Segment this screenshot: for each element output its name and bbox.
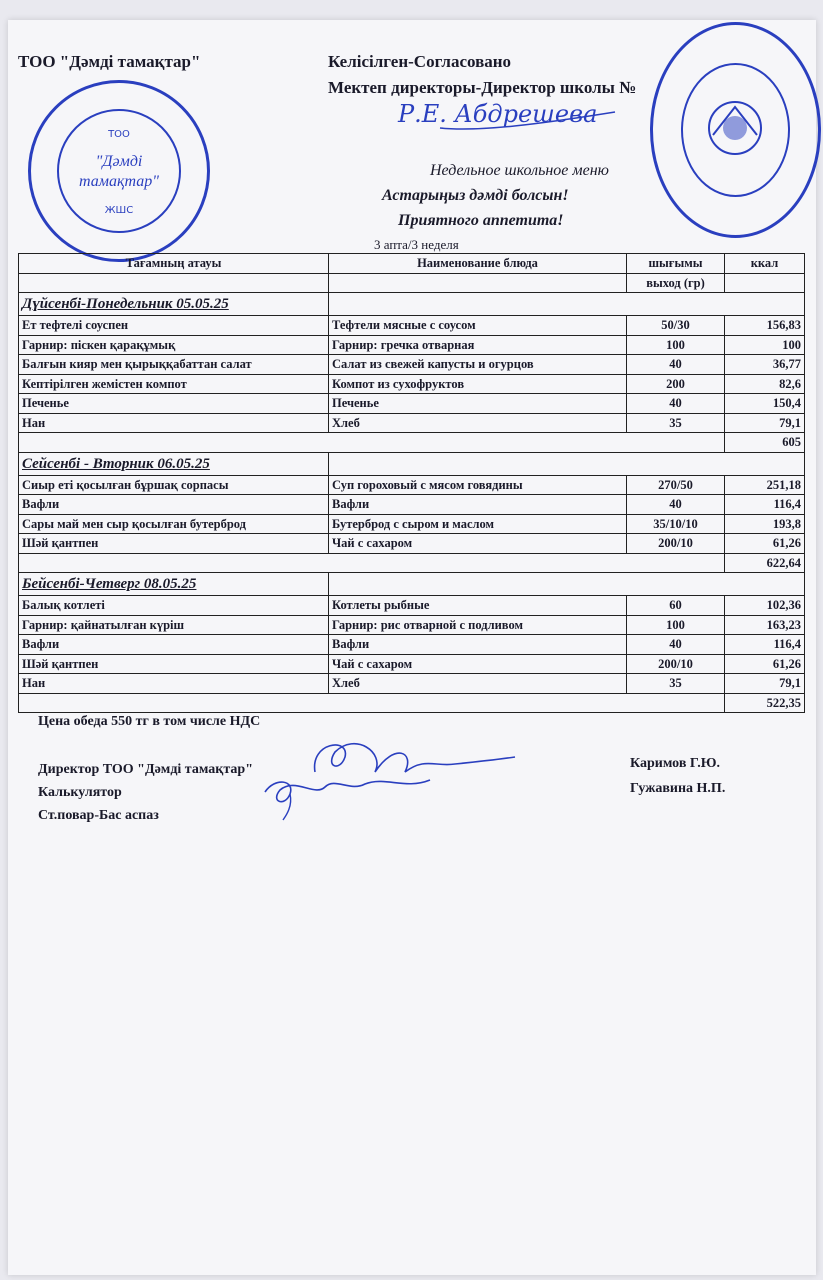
subheader-empty xyxy=(19,273,329,293)
dish-name-kz: Гарнир: қайнатылған күріш xyxy=(19,615,329,635)
dish-name-ru: Бутерброд с сыром и маслом xyxy=(329,514,627,534)
dish-output: 35/10/10 xyxy=(627,514,725,534)
subheader-empty xyxy=(725,273,805,293)
greeting-ru: Приятного аппетита! xyxy=(398,212,564,229)
col-header-kcal: ккал xyxy=(725,254,805,274)
company-stamp xyxy=(28,80,210,262)
dish-name-ru: Хлеб xyxy=(329,413,627,433)
dish-name-kz: Ет тефтелі соуспен xyxy=(19,316,329,336)
day-total-row xyxy=(19,693,805,713)
dish-output: 100 xyxy=(627,615,725,635)
dish-name-kz: Балғын кияр мен қырыққабаттан салат xyxy=(19,355,329,375)
day-total-kcal: 522,35 xyxy=(725,693,805,713)
dish-kcal: 116,4 xyxy=(725,495,805,515)
total-blank xyxy=(19,553,725,573)
table-header-row xyxy=(19,254,805,274)
menu-table xyxy=(18,253,805,713)
table-row xyxy=(19,596,805,616)
col-subheader-output: выход (гр) xyxy=(627,273,725,293)
day-header-blank xyxy=(329,293,805,316)
dish-kcal: 102,36 xyxy=(725,596,805,616)
dish-kcal: 150,4 xyxy=(725,394,805,414)
dish-name-ru: Суп гороховый с мясом говядины xyxy=(329,475,627,495)
dish-name-kz: Сары май мен сыр қосылған бутерброд xyxy=(19,514,329,534)
menu-title: Недельное школьное меню xyxy=(430,162,609,179)
dish-kcal: 251,18 xyxy=(725,475,805,495)
table-row xyxy=(19,316,805,336)
dish-kcal: 193,8 xyxy=(725,514,805,534)
subheader-empty xyxy=(329,273,627,293)
dish-name-ru: Компот из сухофруктов xyxy=(329,374,627,394)
day-header-row xyxy=(19,573,805,596)
total-blank xyxy=(19,433,725,453)
greeting-kz: Астарыңыз дәмді болсын! xyxy=(382,187,569,204)
day-name: Сейсенбі - Вторник 06.05.25 xyxy=(22,455,210,472)
dish-name-kz: Вафли xyxy=(19,635,329,655)
table-row xyxy=(19,374,805,394)
dish-name-ru: Гарнир: гречка отварная xyxy=(329,335,627,355)
director-name: Каримов Г.Ю. xyxy=(630,756,720,771)
signature-underline xyxy=(440,104,620,134)
dish-name-ru: Чай с сахаром xyxy=(329,534,627,554)
director-title: Директор ТОО "Дәмді тамақтар" xyxy=(38,762,253,777)
dish-name-ru: Вафли xyxy=(329,635,627,655)
dish-output: 200 xyxy=(627,374,725,394)
col-header-output: шығымы xyxy=(627,254,725,274)
company-name: ТОО "Дәмді тамақтар" xyxy=(18,52,201,71)
dish-output: 40 xyxy=(627,355,725,375)
dish-output: 40 xyxy=(627,635,725,655)
dish-kcal: 61,26 xyxy=(725,534,805,554)
dish-name-kz: Гарнир: піскен қарақұмық xyxy=(19,335,329,355)
dish-kcal: 163,23 xyxy=(725,615,805,635)
stamp-name-2: тамақтар" xyxy=(79,173,159,190)
director-signature xyxy=(255,732,525,822)
calculator-name: Гужавина Н.П. xyxy=(630,781,726,796)
dish-kcal: 36,77 xyxy=(725,355,805,375)
dish-output: 100 xyxy=(627,335,725,355)
table-row xyxy=(19,615,805,635)
calculator-title: Калькулятор xyxy=(38,785,122,800)
dish-output: 40 xyxy=(627,495,725,515)
col-header-ru: Наименование блюда xyxy=(329,254,627,274)
dish-name-ru: Гарнир: рис отварной с подливом xyxy=(329,615,627,635)
total-blank xyxy=(19,693,725,713)
dish-output: 40 xyxy=(627,394,725,414)
table-row xyxy=(19,674,805,694)
dish-name-kz: Шәй қантпен xyxy=(19,534,329,554)
dish-kcal: 61,26 xyxy=(725,654,805,674)
dish-output: 35 xyxy=(627,674,725,694)
dish-name-ru: Вафли xyxy=(329,495,627,515)
dish-output: 35 xyxy=(627,413,725,433)
dish-kcal: 116,4 xyxy=(725,635,805,655)
day-name: Бейсенбі-Четверг 08.05.25 xyxy=(22,576,197,592)
dish-output: 270/50 xyxy=(627,475,725,495)
day-name-cell xyxy=(19,293,329,316)
dish-output: 50/30 xyxy=(627,316,725,336)
day-total-row xyxy=(19,553,805,573)
day-name: Дүйсенбі-Понедельник 05.05.25 xyxy=(22,296,229,312)
dish-output: 60 xyxy=(627,596,725,616)
table-subheader-row xyxy=(19,273,805,293)
table-row xyxy=(19,394,805,414)
director-handwritten-signature: Р.Е. Абдрешева xyxy=(398,100,598,128)
approved-label: Келісілген-Согласовано xyxy=(328,52,512,71)
school-stamp xyxy=(650,22,821,238)
dish-name-kz: Шәй қантпен xyxy=(19,654,329,674)
lunch-price: Цена обеда 550 тг в том числе НДС xyxy=(38,714,261,729)
dish-kcal: 79,1 xyxy=(725,674,805,694)
day-name-cell xyxy=(19,573,329,596)
week-label: 3 апта/3 неделя xyxy=(374,237,459,252)
dish-name-kz: Нан xyxy=(19,674,329,694)
dish-name-kz: Нан xyxy=(19,413,329,433)
dish-name-kz: Вафли xyxy=(19,495,329,515)
stamp-top-text: ТОО xyxy=(108,129,130,140)
day-header-blank xyxy=(329,573,805,596)
day-header-row xyxy=(19,293,805,316)
table-row xyxy=(19,413,805,433)
dish-kcal: 100 xyxy=(725,335,805,355)
dish-output: 200/10 xyxy=(627,654,725,674)
day-header-blank xyxy=(329,452,805,475)
dish-name-kz: Сиыр еті қосылған бұршақ сорпасы xyxy=(19,475,329,495)
emblem-icon xyxy=(705,95,765,161)
table-row xyxy=(19,534,805,554)
day-total-kcal: 605 xyxy=(725,433,805,453)
stamp-name-1: "Дәмді xyxy=(95,153,143,170)
dish-name-kz: Печенье xyxy=(19,394,329,414)
day-header-row xyxy=(19,452,805,475)
day-total-kcal: 622,64 xyxy=(725,553,805,573)
day-total-row xyxy=(19,433,805,453)
director-line: Мектеп директоры-Директор школы № xyxy=(328,78,637,97)
dish-kcal: 156,83 xyxy=(725,316,805,336)
dish-name-ru: Хлеб xyxy=(329,674,627,694)
dish-name-kz: Кептірілген жемістен компот xyxy=(19,374,329,394)
stamp-bottom-text: ЖШС xyxy=(104,205,134,216)
col-header-kz: Тағамның атауы xyxy=(19,254,329,274)
dish-kcal: 82,6 xyxy=(725,374,805,394)
table-row xyxy=(19,495,805,515)
chef-title: Ст.повар-Бас аспаз xyxy=(38,808,159,823)
table-row xyxy=(19,335,805,355)
day-name-cell xyxy=(19,452,329,475)
table-row xyxy=(19,355,805,375)
dish-name-ru: Котлеты рыбные xyxy=(329,596,627,616)
dish-name-ru: Салат из свежей капусты и огурцов xyxy=(329,355,627,375)
table-row xyxy=(19,514,805,534)
dish-name-kz: Балық котлеті xyxy=(19,596,329,616)
table-row xyxy=(19,635,805,655)
dish-name-ru: Тефтели мясные с соусом xyxy=(329,316,627,336)
dish-name-ru: Печенье xyxy=(329,394,627,414)
table-row xyxy=(19,475,805,495)
dish-kcal: 79,1 xyxy=(725,413,805,433)
dish-output: 200/10 xyxy=(627,534,725,554)
table-row xyxy=(19,654,805,674)
dish-name-ru: Чай с сахаром xyxy=(329,654,627,674)
